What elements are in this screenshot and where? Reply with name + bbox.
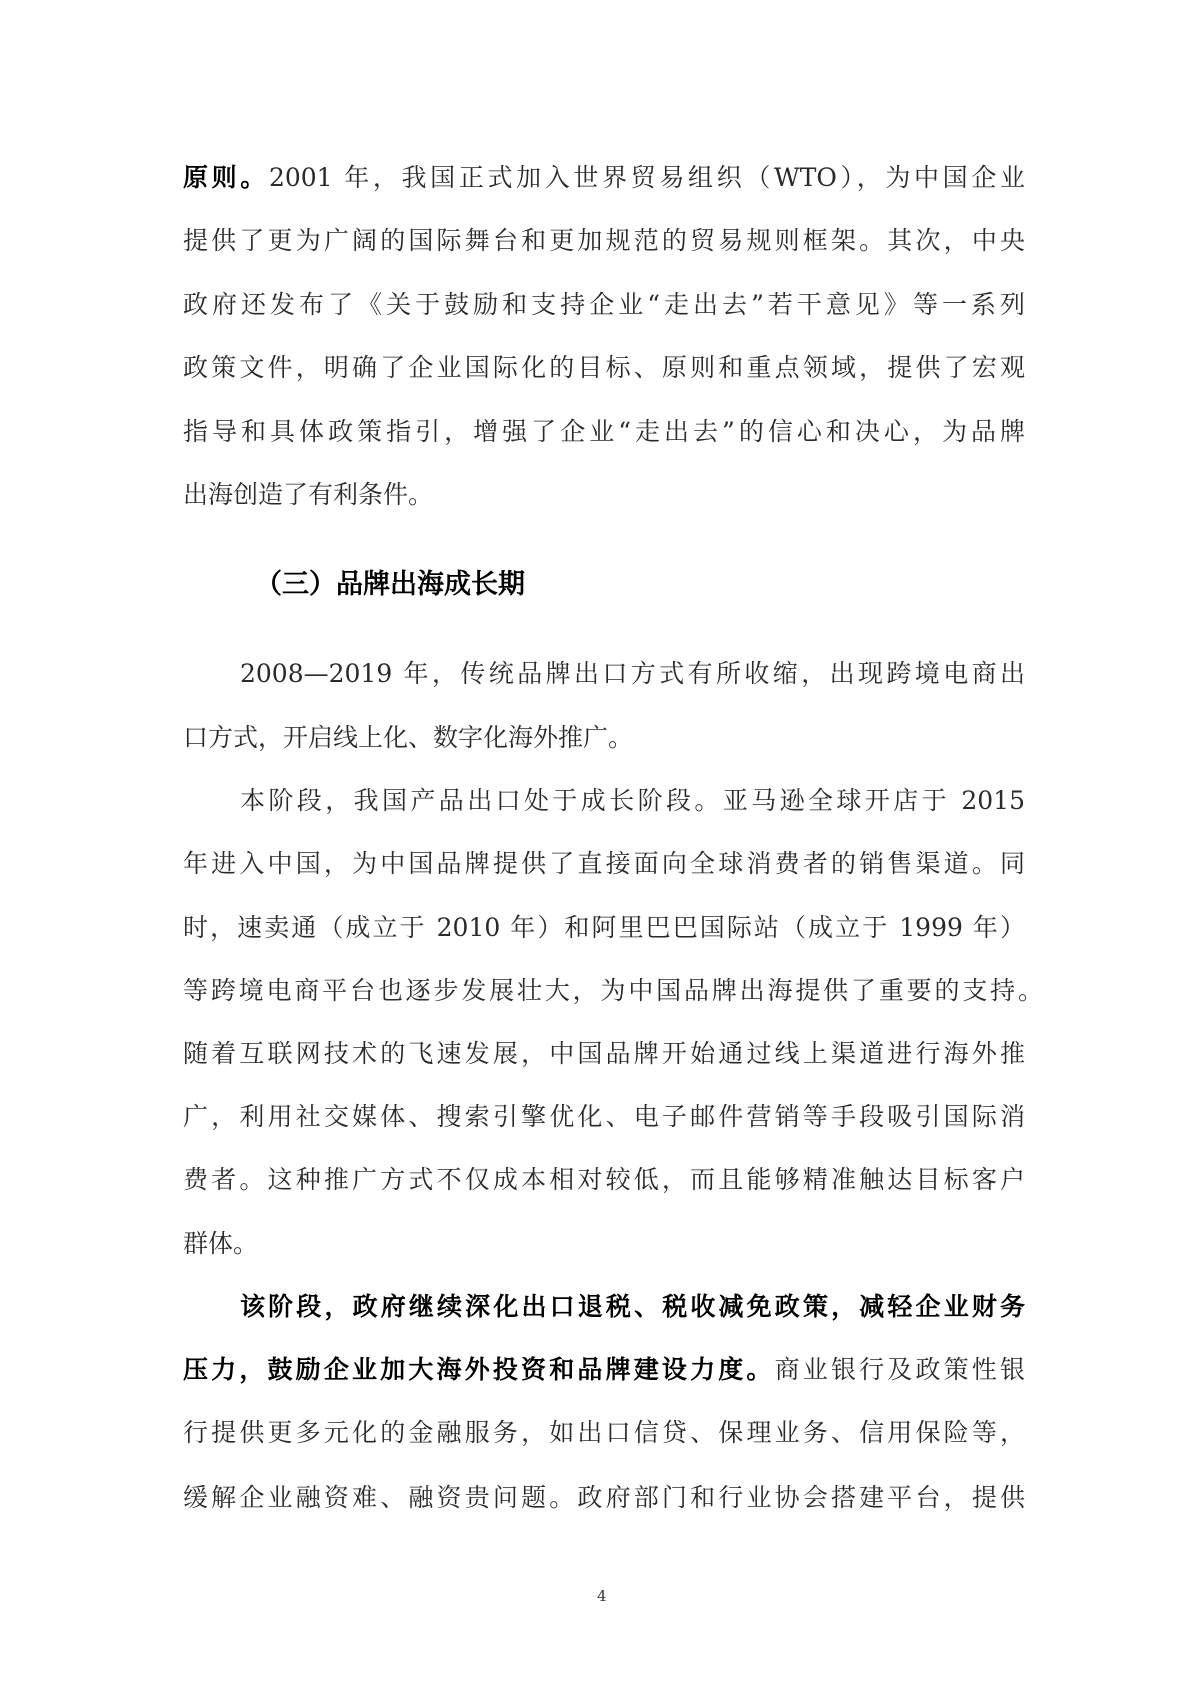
paragraph-line: 指导和具体政策指引，增强了企业“走出去”的信心和决心，为品牌 (183, 417, 1025, 446)
paragraph-line: 行提供更多元化的金融服务，如出口信贷、保理业务、信用保险等， (183, 1418, 1025, 1447)
text: 2001 年，我国正式加入世界贸易组织（WTO），为中国企业 (268, 163, 1025, 192)
paragraph-line: 提供了更为广阔的国际舞台和更加规范的贸易规则框架。其次，中央 (183, 226, 1025, 255)
paragraph-line: 费者。这种推广方式不仅成本相对较低，而且能够精准触达目标客户 (183, 1165, 1025, 1194)
paragraph-line: 本阶段，我国产品出口处于成长阶段。亚马逊全球开店于 2015 (240, 786, 1025, 815)
page-number: 4 (597, 1587, 607, 1605)
paragraph-line: 广，利用社交媒体、搜索引擎优化、电子邮件营销等手段吸引国际消 (183, 1102, 1025, 1131)
paragraph-line: 政策文件，明确了企业国际化的目标、原则和重点领域，提供了宏观 (183, 353, 1025, 382)
paragraph-line: 年进入中国，为中国品牌提供了直接面向全球消费者的销售渠道。同 (183, 849, 1025, 878)
paragraph-line (183, 1350, 1025, 1390)
paragraph-line: 政府还发布了《关于鼓励和支持企业“走出去”若干意见》等一系列 (183, 290, 1025, 319)
paragraph-line (183, 158, 1025, 198)
paragraph-line: 口方式，开启线上化、数字化海外推广。 (183, 723, 634, 752)
paragraph-line: 2008—2019 年，传统品牌出口方式有所收缩，出现跨境电商出 (240, 659, 1025, 688)
bold-text: 压力，鼓励企业加大海外投资和品牌建设力度。 (183, 1355, 775, 1384)
paragraph-line-bold: 该阶段，政府继续深化出口退税、税收减免政策，减轻企业财务 (240, 1292, 1025, 1321)
paragraph-line: 时，速卖通（成立于 2010 年）和阿里巴巴国际站（成立于 1999 年） (183, 913, 1025, 942)
text: 商业银行及政策性银 (774, 1355, 1025, 1384)
paragraph-line: 群体。 (183, 1229, 259, 1258)
paragraph-line: 出海创造了有利条件。 (183, 480, 434, 509)
paragraph-line: 缓解企业融资难、融资贵问题。政府部门和行业协会搭建平台，提供 (183, 1483, 1025, 1512)
bold-text: 原则。 (183, 163, 269, 192)
paragraph-line: 随着互联网技术的飞速发展，中国品牌开始通过线上渠道进行海外推 (183, 1039, 1025, 1068)
paragraph-line: 等跨境电商平台也逐步发展壮大，为中国品牌出海提供了重要的支持。 (183, 976, 1043, 1005)
section-heading: （三）品牌出海成长期 (255, 569, 525, 600)
